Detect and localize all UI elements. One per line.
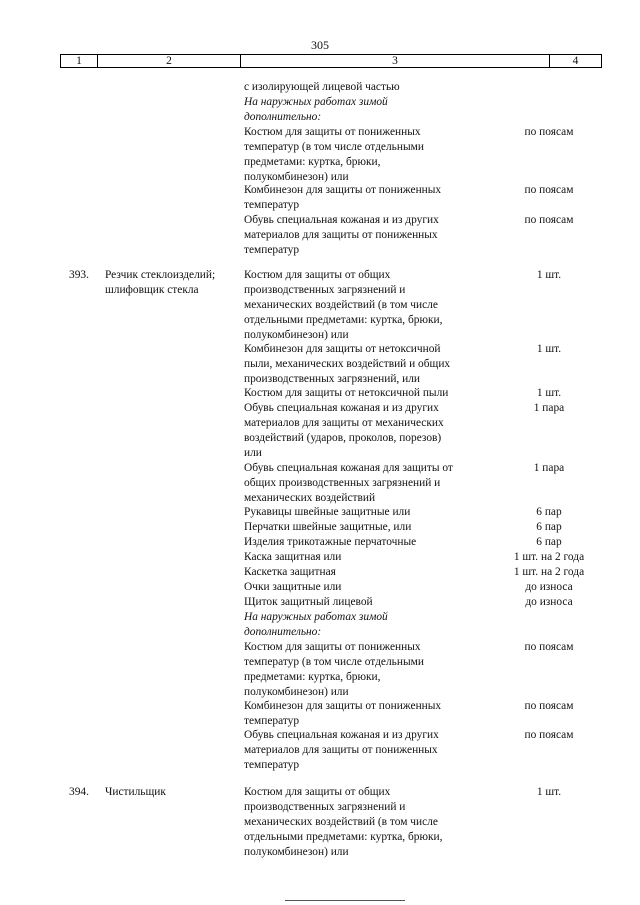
item-text: полукомбинезон) или bbox=[244, 329, 349, 341]
profession-name: шлифовщик стекла bbox=[105, 284, 199, 296]
item-text: Обувь специальная кожаная и из других bbox=[244, 729, 439, 741]
item-text: полукомбинезон) или bbox=[244, 171, 349, 183]
quantity-text: 1 шт. на 2 года bbox=[513, 551, 585, 563]
item-text: механических воздействий (в том числе bbox=[244, 816, 438, 828]
quantity-text: по поясам bbox=[524, 126, 574, 138]
item-text: На наружных работах зимой bbox=[244, 96, 388, 108]
item-text: дополнительно: bbox=[244, 111, 322, 123]
item-text: На наружных работах зимой bbox=[244, 611, 388, 623]
profession-name: Резчик стеклоизделий; bbox=[105, 269, 216, 281]
footer-divider bbox=[285, 900, 405, 901]
quantity-text: 1 шт. bbox=[536, 786, 562, 798]
item-text: Костюм для защиты от пониженных bbox=[244, 641, 421, 653]
quantity-text: 6 пар bbox=[536, 506, 562, 518]
item-text: материалов для защиты от механических bbox=[244, 417, 444, 429]
item-text: Изделия трикотажные перчаточные bbox=[244, 536, 417, 548]
item-text: воздействий (ударов, проколов, порезов) bbox=[244, 432, 442, 444]
quantity-text: до износа bbox=[525, 596, 573, 608]
item-text: Каскетка защитная bbox=[244, 566, 336, 578]
quantity-text: 1 шт. bbox=[536, 269, 562, 281]
quantity-text: по поясам bbox=[524, 729, 574, 741]
profession-name: Чистильщик bbox=[105, 786, 166, 798]
item-text: Костюм для защиты от общих bbox=[244, 786, 391, 798]
item-text: Комбинезон для защиты от пониженных bbox=[244, 700, 442, 712]
quantity-text: по поясам bbox=[524, 641, 574, 653]
quantity-text: 1 шт. bbox=[536, 343, 562, 355]
quantity-text: 1 пара bbox=[533, 462, 565, 474]
item-text: температур (в том числе отдельными bbox=[244, 656, 424, 668]
item-text: Очки защитные или bbox=[244, 581, 342, 593]
item-text: Комбинезон для защиты от пониженных bbox=[244, 184, 442, 196]
header-col-3: 3 bbox=[240, 55, 549, 67]
item-text: общих производственных загрязнений и bbox=[244, 477, 441, 489]
quantity-text: 1 шт. на 2 года bbox=[513, 566, 585, 578]
item-text: Каска защитная или bbox=[244, 551, 342, 563]
item-text: Перчатки швейные защитные, или bbox=[244, 521, 412, 533]
item-text: Обувь специальная кожаная для защиты от bbox=[244, 462, 453, 474]
item-text: температур (в том числе отдельными bbox=[244, 141, 424, 153]
item-text: Комбинезон для защиты от нетоксичной bbox=[244, 343, 441, 355]
quantity-text: по поясам bbox=[524, 214, 574, 226]
header-col-2: 2 bbox=[97, 55, 240, 67]
quantity-text: по поясам bbox=[524, 184, 574, 196]
quantity-text: до износа bbox=[525, 581, 573, 593]
item-text: отдельными предметами: куртка, брюки, bbox=[244, 314, 443, 326]
item-text: предметами: куртка, брюки, bbox=[244, 156, 381, 168]
row-number: 394. bbox=[69, 786, 89, 798]
item-text: отдельными предметами: куртка, брюки, bbox=[244, 831, 443, 843]
item-text: температур bbox=[244, 199, 300, 211]
item-text: температур bbox=[244, 759, 300, 771]
item-text: или bbox=[244, 447, 262, 459]
item-text: механических воздействий bbox=[244, 492, 376, 504]
header-col-4: 4 bbox=[549, 55, 601, 67]
item-text: предметами: куртка, брюки, bbox=[244, 671, 381, 683]
header-col-1: 1 bbox=[76, 55, 82, 67]
item-text: полукомбинезон) или bbox=[244, 846, 349, 858]
quantity-text: 6 пар bbox=[536, 536, 562, 548]
item-text: Обувь специальная кожаная и из других bbox=[244, 214, 439, 226]
item-text: полукомбинезон) или bbox=[244, 686, 349, 698]
item-text: производственных загрязнений и bbox=[244, 801, 406, 813]
item-text: температур bbox=[244, 715, 300, 727]
item-text: Обувь специальная кожаная и из других bbox=[244, 402, 439, 414]
item-text: дополнительно: bbox=[244, 626, 322, 638]
table-header bbox=[60, 54, 602, 68]
item-text: материалов для защиты от пониженных bbox=[244, 229, 438, 241]
quantity-text: по поясам bbox=[524, 700, 574, 712]
item-text: производственных загрязнений и bbox=[244, 284, 406, 296]
row-number: 393. bbox=[69, 269, 89, 281]
item-text: Рукавицы швейные защитные или bbox=[244, 506, 411, 518]
item-text: механических воздействий (в том числе bbox=[244, 299, 438, 311]
item-text: Костюм для защиты от общих bbox=[244, 269, 391, 281]
item-text: производственных загрязнений, или bbox=[244, 373, 421, 385]
quantity-text: 1 пара bbox=[533, 402, 565, 414]
quantity-text: 6 пар bbox=[536, 521, 562, 533]
item-text: пыли, механических воздействий и общих bbox=[244, 358, 451, 370]
item-text: с изолирующей лицевой частью bbox=[244, 81, 400, 93]
page-number: 305 bbox=[311, 38, 329, 52]
quantity-text: 1 шт. bbox=[536, 387, 562, 399]
item-text: температур bbox=[244, 244, 300, 256]
item-text: материалов для защиты от пониженных bbox=[244, 744, 438, 756]
item-text: Костюм для защиты от нетоксичной пыли bbox=[244, 387, 449, 399]
item-text: Костюм для защиты от пониженных bbox=[244, 126, 421, 138]
item-text: Щиток защитный лицевой bbox=[244, 596, 373, 608]
